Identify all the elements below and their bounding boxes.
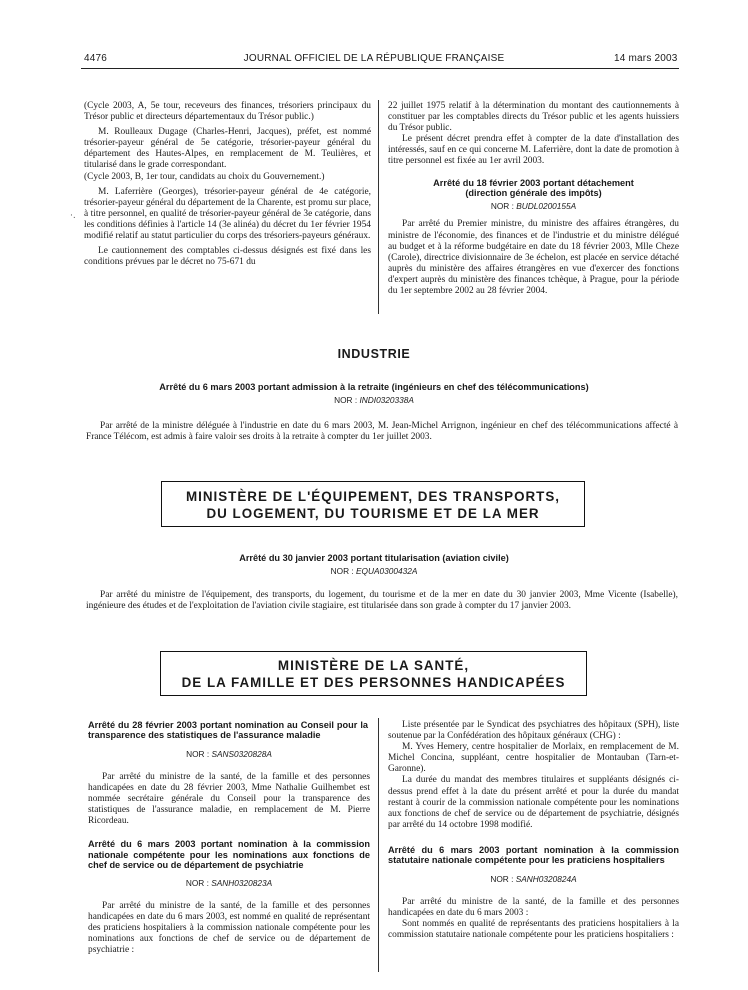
margin-mark: ·. — [70, 211, 76, 221]
ministry-name-line: MINISTÈRE DE L'ÉQUIPEMENT, DES TRANSPORTS, — [185, 489, 561, 504]
issue-date: 14 mars 2003 — [614, 53, 678, 64]
top-left-column — [84, 101, 371, 268]
nor-reference: NOR : SANS0320828A — [186, 748, 272, 759]
paragraph: Par arrêté du ministre de la santé, de la famille et des personnes handicapées en date du 6 mars 2003 : — [388, 896, 679, 918]
journal-title: JOURNAL OFFICIEL DE LA RÉPUBLIQUE FRANÇAISE — [243, 53, 505, 64]
arrete-title: Arrêté du 6 mars 2003 portant nomination à la commission statutaire nationale compétente pour les praticiens hospitaliers — [388, 844, 679, 866]
paragraph: Le présent décret prendra effet à compter de la date d'installation des intéressés, sauf en ce qui concerne M. Laferrière, dont la date de promotion à titre personnel est fixée au 1er avril 2003. — [388, 134, 679, 167]
paragraph: M. Roulleaux Dugage (Charles-Henri, Jacques), préfet, est nommé trésorier-payeur général de 5e catégorie, trésorier-payeur général du département des Hautes-Alpes, en remplacement de M. Teulières, et titularisé dans le grade correspondant. — [84, 127, 371, 171]
industrie-body — [86, 421, 678, 443]
arrete-title: Arrêté du 28 février 2003 portant nomination au Conseil pour la transparence des statistiques de l'assurance maladie — [88, 720, 368, 741]
paragraph: (Cycle 2003, B, 1er tour, candidats au choix du Gouvernement.) — [84, 171, 325, 182]
arrete-title: Arrêté du 6 mars 2003 portant nomination à la commission nationale compétente pour les nominations aux fonctions de chef de service ou de département de psychiatrie — [88, 839, 370, 871]
ministry-name-line: MINISTÈRE DE LA SANTÉ, — [277, 658, 470, 673]
paragraph: Par arrêté du ministre de la santé, de la famille et des personnes handicapées en date du 6 mars 2003, est nommé en qualité de représentant des praticiens hospitaliers à la commission nationale compétente pour les nominations aux fonctions de chef de service ou de département de psychiatrie : — [88, 900, 370, 956]
section-title-industrie: INDUSTRIE — [337, 347, 411, 361]
column-rule — [378, 100, 379, 314]
paragraph: La durée du mandat des membres titulaires et suppléants désignés ci-dessus prend effet à la date du présent arrêté et pour la durée du mandat restant à courir de la commission nationale compétente pour les nominations aux fonctions de chef de service ou de département de psychiatrie, désignés par arrêté du 14 octobre 1998 modifié. — [388, 775, 679, 830]
ministry-name-line: DE LA FAMILLE ET DES PERSONNES HANDICAPÉES — [181, 675, 566, 690]
arrete-title: Arrêté du 6 mars 2003 portant admission à la retraite (ingénieurs en chef des télécommunications) — [159, 382, 589, 392]
column-rule — [378, 718, 379, 972]
header-rule — [81, 68, 679, 69]
nor-reference: NOR : INDI0320338A — [334, 395, 414, 405]
nor-reference: NOR : BUDL0200155A — [490, 201, 577, 212]
arrete-title: Arrêté du 30 janvier 2003 portant titularisation (aviation civile) — [239, 553, 509, 563]
paragraph: 22 juillet 1975 relatif à la détermination du montant des cautionnements à constituer par les comptables directs du Trésor public et les agents huissiers du Trésor public. — [388, 101, 679, 134]
paragraph: Le cautionnement des comptables ci-dessus désignés est fixé dans les conditions prévues par le décret no 75-671 du — [84, 246, 371, 268]
paragraph: M. Laferrière (Georges), trésorier-payeur général de 4e catégorie, trésorier-payeur général du département de la Charente, est promu sur place, à titre personnel, en qualité de trésorier-payeur général de 3e catégorie, dans les conditions définies à l'article 14 (3e alinéa) du décret du 1er février 1954 modifié relatif au statut particulier du corps des trésoriers-payeurs généraux. — [84, 186, 371, 242]
top-right-column — [388, 101, 679, 297]
paragraph: Sont nommés en qualité de représentants des praticiens hospitaliers à la commission statutaire nationale compétente pour les praticiens hospitaliers : — [388, 919, 679, 941]
sante-right-column — [388, 720, 679, 941]
paragraph: Par arrêté de la ministre déléguée à l'industrie en date du 6 mars 2003, M. Jean-Michel Arrignon, ingénieur en chef des télécommunications affecté à France Télécom, est admis à faire valoir ses droits à la retraite à compter du 1er juillet 2003. — [86, 421, 678, 443]
ministry-box-equipement — [161, 481, 585, 527]
arrete-title: Arrêté du 18 février 2003 portant détachement (direction générale des impôts) — [433, 177, 634, 198]
paragraph: Par arrêté du ministre de l'équipement, des transports, du logement, du tourisme et de la mer en date du 30 janvier 2003, Mme Vicente (Isabelle), ingénieure des études et de l'exploitation de l'aviation civile stagiaire, est titularisée dans son grade à compter du 17 janvier 2003. — [86, 590, 678, 612]
ministry-box-sante — [160, 651, 587, 696]
nor-reference: NOR : SANH0320824A — [490, 873, 577, 884]
paragraph: (Cycle 2003, A, 5e tour, receveurs des finances, trésoriers principaux du Trésor public et directeurs départementaux du Trésor public.) — [84, 101, 371, 123]
ministry-name-line: DU LOGEMENT, DU TOURISME ET DE LA MER — [206, 506, 540, 521]
paragraph: Par arrêté du Premier ministre, du ministre des affaires étrangères, du ministre de l'économie, des finances et de l'industrie et du ministre délégué au budget et à la réforme budgétaire en date du 18 février 2003, Mlle Cheze (Carole), directrice divisionnaire de 3e échelon, est placée en service détaché auprès du ministère des affaires étrangères en vue d'exercer des fonctions d'expert auprès du ministère des finances tchèque, à Prague, pour la période du 1er septembre 2002 au 28 février 2004. — [388, 219, 679, 297]
paragraph: Liste présentée par le Syndicat des psychiatres des hôpitaux (SPH), liste soutenue par la Confédération des hôpitaux généraux (CHG) : — [388, 720, 679, 742]
sante-left-column — [88, 720, 370, 956]
page-number: 4476 — [84, 53, 108, 64]
paragraph: M. Yves Hemery, centre hospitalier de Morlaix, en remplacement de M. Michel Concina, suppléant, centre hospitalier de Montauban (Tarn-et-Garonne). — [388, 742, 679, 775]
equipement-body — [86, 590, 678, 612]
nor-reference: NOR : SANH0320823A — [185, 877, 273, 888]
paragraph: Par arrêté du ministre de la santé, de la famille et des personnes handicapées en date du 28 février 2003, Mme Nathalie Guilhembet est nommée secrétaire générale du Conseil pour la transparence des statistiques de l'assurance maladie, en remplacement de M. Pierre Ricordeau. — [88, 771, 370, 827]
nor-reference: NOR : EQUA0300432A — [330, 566, 418, 576]
